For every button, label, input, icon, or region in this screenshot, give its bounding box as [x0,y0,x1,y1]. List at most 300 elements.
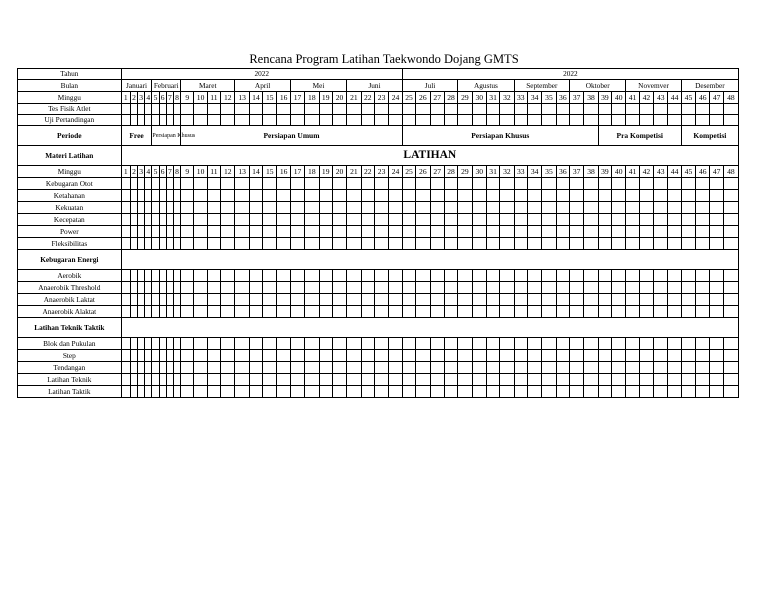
week-number-cell: 45 [681,92,695,104]
grid-cell [290,115,304,126]
grid-cell [347,178,361,190]
grid-cell [416,362,430,374]
year-cell: 2022 [121,69,402,80]
grid-cell [416,104,430,115]
grid-cell [181,190,194,202]
grid-cell [542,294,556,306]
grid-cell [542,306,556,318]
grid-cell [626,202,639,214]
grid-cell [626,282,639,294]
grid-cell [305,190,319,202]
grid-cell [402,362,415,374]
technique-label: Latihan Taktik [18,386,122,398]
week-number-cell: 41 [626,92,639,104]
grid-cell [263,115,277,126]
week-number-cell: 10 [194,92,207,104]
grid-cell [527,294,541,306]
grid-cell [668,104,681,115]
technique-row [18,362,739,374]
grid-cell [681,294,695,306]
grid-cell [277,282,290,294]
grid-cell [472,104,486,115]
grid-cell [668,374,681,386]
grid-cell [723,374,738,386]
grid-cell [527,178,541,190]
grid-cell [145,338,152,350]
grid-cell [668,270,681,282]
grid-cell [347,115,361,126]
muscle-row [18,214,739,226]
grid-cell [598,104,611,115]
week-number-cell: 27 [430,92,444,104]
grid-cell [430,294,444,306]
week-number-cell: 45 [681,166,695,178]
grid-cell [166,115,173,126]
grid-cell [514,338,527,350]
grid-cell [152,294,159,306]
grid-cell [668,238,681,250]
grid-cell [173,104,180,115]
grid-cell [221,282,235,294]
grid-cell [389,350,403,362]
grid-cell [319,350,332,362]
week-number-cell: 5 [153,92,158,102]
grid-cell [584,226,598,238]
grid-cell [444,338,457,350]
week-number-cell: 39 [598,92,611,104]
grid-cell [486,338,499,350]
grid-cell [444,202,457,214]
week-number-cell: 32 [500,92,514,104]
week-number-cell: 24 [389,166,403,178]
grid-cell [681,338,695,350]
grid-cell [556,362,569,374]
grid-cell [430,202,444,214]
week-number-cell: 36 [556,166,569,178]
week-number-cell: 4 [146,92,151,102]
month-cell: September [514,80,569,92]
grid-cell [152,214,159,226]
grid-cell [263,306,277,318]
grid-cell [542,374,556,386]
grid-cell [152,226,159,238]
week-number-cell: 22 [361,92,374,104]
grid-cell [159,294,166,306]
grid-cell [361,338,374,350]
grid-cell [263,282,277,294]
grid-cell [723,202,738,214]
grid-cell [194,306,207,318]
grid-cell [598,338,611,350]
grid-cell [389,306,403,318]
grid-cell [500,374,514,386]
grid-cell [527,374,541,386]
grid-cell [402,202,415,214]
grid-cell [514,238,527,250]
grid-cell [173,338,180,350]
grid-cell [130,374,137,386]
week-number-cell: 15 [263,92,277,104]
grid-cell [332,115,346,126]
grid-cell [263,374,277,386]
week-number-cell: 32 [500,166,514,178]
technique-row [18,374,739,386]
week-number-cell: 19 [319,92,332,104]
grid-cell [374,190,388,202]
grid-cell [598,362,611,374]
grid-cell [444,282,457,294]
month-cell: Januari [121,80,152,92]
grid-cell [556,338,569,350]
week-number-cell: 44 [668,92,681,104]
grid-cell [374,350,388,362]
period-row [18,126,739,146]
grid-cell [626,350,639,362]
activity-row [18,115,739,126]
grid-cell [263,202,277,214]
grid-cell [374,238,388,250]
grid-cell [221,386,235,398]
grid-cell [290,190,304,202]
grid-cell [639,178,653,190]
grid-cell [626,294,639,306]
muscle-label: Kecepatan [18,214,122,226]
period-phase-cell: Kompetisi [681,126,738,146]
grid-cell [681,190,695,202]
grid-cell [527,362,541,374]
grid-cell [138,214,145,226]
grid-cell [458,362,472,374]
grid-cell [710,350,723,362]
grid-cell [374,338,388,350]
energy-label: Anaerobik Alaktat [18,306,122,318]
week-number-cell: 18 [305,166,319,178]
grid-cell [121,104,130,115]
grid-cell [347,226,361,238]
grid-cell [290,306,304,318]
grid-cell [130,226,137,238]
grid-cell [159,214,166,226]
grid-cell [416,350,430,362]
grid-cell [668,190,681,202]
grid-cell [207,282,220,294]
grid-cell [723,238,738,250]
grid-cell [402,178,415,190]
week-number-cell: 48 [723,92,738,104]
grid-cell [654,115,668,126]
technique-section-label: Latihan Teknik Taktik [18,318,122,338]
grid-cell [696,104,710,115]
week-number-cell: 36 [556,92,569,104]
grid-cell [347,306,361,318]
week-number-cell: 17 [290,166,304,178]
grid-cell [347,282,361,294]
month-cell: Novemver [626,80,681,92]
week-number-cell: 47 [710,166,723,178]
grid-cell [263,338,277,350]
grid-cell [598,294,611,306]
grid-cell [514,202,527,214]
grid-cell [152,338,159,350]
grid-cell [430,214,444,226]
grid-cell [347,294,361,306]
grid-cell [696,178,710,190]
grid-cell [235,226,249,238]
grid-cell [710,282,723,294]
grid-cell [249,338,262,350]
grid-cell [472,294,486,306]
grid-cell [194,238,207,250]
grid-cell [472,338,486,350]
week-row [18,92,739,104]
grid-cell [207,294,220,306]
grid-cell [612,190,626,202]
grid-cell [194,374,207,386]
grid-cell [374,104,388,115]
grid-cell [444,190,457,202]
grid-cell [181,115,194,126]
grid-cell [249,190,262,202]
week-number-cell: 28 [444,166,457,178]
energy-label: Anaerobik Laktat [18,294,122,306]
grid-cell [639,214,653,226]
grid-cell [130,362,137,374]
grid-cell [668,386,681,398]
grid-cell [514,270,527,282]
grid-cell [249,104,262,115]
technique-label: Latihan Teknik [18,374,122,386]
week-number-cell: 23 [374,92,388,104]
grid-cell [130,386,137,398]
grid-cell [710,306,723,318]
grid-cell [249,306,262,318]
week-number-cell: 8 [175,92,179,102]
grid-cell [444,178,457,190]
grid-cell [402,226,415,238]
week-number-cell: 7 [167,92,172,102]
grid-cell [542,270,556,282]
grid-cell [416,294,430,306]
grid-cell [235,386,249,398]
grid-cell [723,226,738,238]
section-blank [121,250,738,270]
grid-cell [166,178,173,190]
grid-cell [138,190,145,202]
grid-cell [361,350,374,362]
grid-cell [569,374,583,386]
grid-cell [347,350,361,362]
grid-cell [668,115,681,126]
grid-cell [514,226,527,238]
grid-cell [374,386,388,398]
grid-cell [121,190,130,202]
grid-cell [542,386,556,398]
grid-cell [556,178,569,190]
grid-cell [584,178,598,190]
grid-cell [130,214,137,226]
grid-cell [444,214,457,226]
grid-cell [402,270,415,282]
grid-cell [416,386,430,398]
grid-cell [207,214,220,226]
grid-cell [444,350,457,362]
grid-cell [194,362,207,374]
grid-cell [458,338,472,350]
grid-cell [290,374,304,386]
grid-cell [612,282,626,294]
grid-cell [173,270,180,282]
grid-cell [472,282,486,294]
grid-cell [668,350,681,362]
grid-cell [584,338,598,350]
grid-cell [221,350,235,362]
grid-cell [444,238,457,250]
week-number-cell: 30 [472,92,486,104]
grid-cell [181,306,194,318]
grid-cell [486,202,499,214]
week-number-cell: 14 [249,92,262,104]
grid-cell [221,115,235,126]
grid-cell [612,226,626,238]
grid-cell [556,294,569,306]
grid-cell [263,214,277,226]
grid-cell [723,282,738,294]
grid-cell [430,362,444,374]
grid-cell [444,306,457,318]
grid-cell [556,270,569,282]
grid-cell [626,115,639,126]
grid-cell [138,338,145,350]
muscle-row [18,238,739,250]
grid-cell [542,190,556,202]
grid-cell [500,238,514,250]
grid-cell [347,238,361,250]
grid-cell [130,306,137,318]
week-number-cell: 4 [146,166,151,176]
grid-cell [556,214,569,226]
grid-cell [654,238,668,250]
grid-cell [696,350,710,362]
grid-cell [138,226,145,238]
grid-cell [181,202,194,214]
grid-cell [458,226,472,238]
grid-cell [626,178,639,190]
grid-cell [639,115,653,126]
grid-cell [249,115,262,126]
week-number-cell: 21 [347,92,361,104]
grid-cell [305,238,319,250]
grid-cell [696,338,710,350]
grid-cell [458,386,472,398]
grid-cell [249,226,262,238]
grid-cell [681,104,695,115]
grid-cell [500,226,514,238]
grid-cell [416,338,430,350]
grid-cell [710,270,723,282]
grid-cell [612,115,626,126]
grid-cell [584,374,598,386]
grid-cell [696,362,710,374]
grid-cell [639,362,653,374]
grid-cell [277,104,290,115]
grid-cell [361,238,374,250]
grid-cell [639,226,653,238]
grid-cell [138,374,145,386]
grid-cell [347,104,361,115]
grid-cell [527,270,541,282]
grid-cell [194,338,207,350]
grid-cell [130,104,137,115]
grid-cell [277,190,290,202]
grid-cell [332,294,346,306]
grid-cell [263,238,277,250]
grid-cell [374,178,388,190]
grid-cell [458,190,472,202]
grid-cell [173,374,180,386]
grid-cell [152,238,159,250]
grid-cell [668,214,681,226]
grid-cell [130,202,137,214]
grid-cell [556,282,569,294]
grid-cell [319,374,332,386]
grid-cell [527,350,541,362]
grid-cell [152,104,159,115]
grid-cell [361,202,374,214]
grid-cell [194,282,207,294]
grid-cell [145,214,152,226]
grid-cell [584,190,598,202]
grid-cell [290,178,304,190]
grid-cell [584,294,598,306]
grid-cell [194,386,207,398]
grid-cell [598,374,611,386]
grid-cell [138,306,145,318]
grid-cell [145,115,152,126]
grid-cell [416,238,430,250]
grid-cell [221,306,235,318]
week-number-cell: 42 [639,166,653,178]
grid-cell [542,115,556,126]
week-number-cell: 12 [221,166,235,178]
grid-cell [639,374,653,386]
grid-cell [121,374,130,386]
week-label: Minggu [18,92,122,104]
grid-cell [374,214,388,226]
grid-cell [319,190,332,202]
grid-cell [207,270,220,282]
grid-cell [681,350,695,362]
grid-cell [121,338,130,350]
grid-cell [514,386,527,398]
grid-cell [681,178,695,190]
grid-cell [486,104,499,115]
grid-cell [584,115,598,126]
grid-cell [290,282,304,294]
grid-cell [514,362,527,374]
grid-cell [263,362,277,374]
grid-cell [263,270,277,282]
grid-cell [305,338,319,350]
grid-cell [681,238,695,250]
grid-cell [710,115,723,126]
week-number-cell: 1 [121,92,130,104]
energy-row [18,306,739,318]
grid-cell [235,282,249,294]
grid-cell [500,306,514,318]
week-number-cell: 28 [444,92,457,104]
grid-cell [626,306,639,318]
grid-cell [668,178,681,190]
